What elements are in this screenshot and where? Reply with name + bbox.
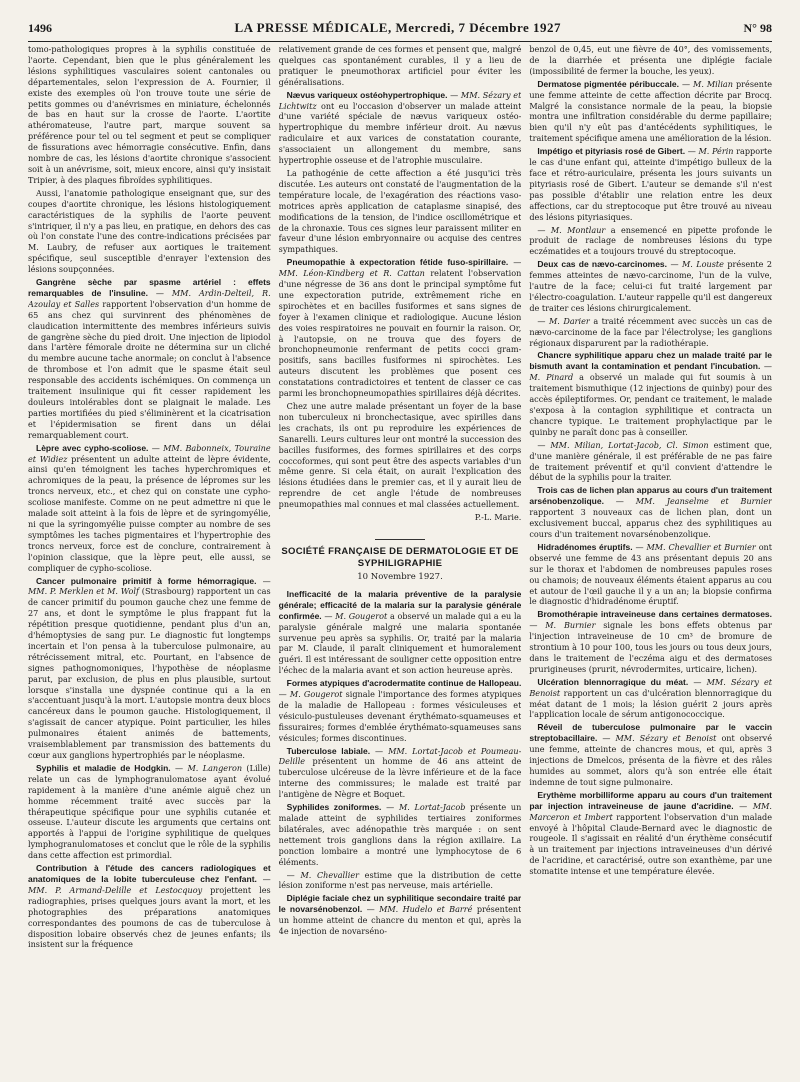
paragraph: Chez une autre malade présentant un foyer de la base non tuberculeux ni bronchectasique, avec spirilles dans les crachats, ils ont pu reproduire les expériences de Sanarelli. Leurs cultures leur ont montré la succession des bacilles fusiformes, des formes spirillaires et des corps coccoformes, qui sont peut être des aspects variables d'un même genre. Si cela était, on aurait l'explication des lésions étudiées dans le premier cas, et il y aurait lieu de reprendre de cet angle l'étude de nombreuses pneumopathies mal connues et mal classées actuellement.	[278, 401, 522, 510]
article-authors: MM. Chevallier et Burnier	[646, 541, 756, 552]
article: Impétigo et pityriasis rosé de Gibert. — M. Périn rapporte le cas d'une enfant qui, atteinte d'impétigo bulleux de la face et rétro-auriculaire, présenta les jours suivants un pityriasis rosé de Gibert. L'auteur se demande s'il n'est pas possible d'établir une relation entre les deux affections, car du streptocoque put être trouvé au niveau des lésions pityriasiques.	[529, 146, 773, 222]
page-number: 1496	[28, 21, 52, 35]
article-authors: MM. Milian, Lortat-Jacob, Cl. Simon	[550, 439, 709, 450]
article-heading: Chancre syphilitique apparu chez un malade traité par le bismuth avant la contamination et pendant l'incubation.	[529, 350, 773, 372]
article-body: a observé un malade qui fut soumis à un traitement bismuthique (12 injections de quinby) pour des accès épileptiformes. Or, pendant ce traitement, le malade s'exposa à la contagion syphilitique et contracta un chancre typique. Le traitement prophylactique par le quinby ne paraît donc pas à conseiller.	[529, 372, 773, 437]
paragraph: Aussi, l'anatomie pathologique enseignant que, sur des coupes d'aortite chronique, les lésions histologiquement caractéristiques de la syphilis de l'aorte peuvent s'intriquer, il n'y a pas lieu, en pratique, en dehors des cas où l'on constate l'une des contre-indications précisées par M. Laubry, de refuser aux aortiques le traitement spécifique, seul susceptible d'enrayer l'extension des lésions soupçonnées.	[28, 187, 271, 275]
article-heading: Réveil de tuberculose pulmonaire par le vaccin streptobacillaire.	[529, 722, 773, 744]
article-heading: Nævus variqueux ostéohypertrophique.	[286, 89, 448, 100]
article-heading: Hidradénomes éruptifs.	[537, 541, 633, 552]
article: Pneumopathie à expectoration fétide fuso-spirillaire. — MM. Léon-Kindberg et R. Cattan relatent l'observation d'une négresse de 36 ans dont le principal symptôme fut une expectoration putride, extrêmement riche en spirochètes et en bacilles fusiformes et sans signes de foyer à l'examen clinique et radiologique. Aucune lésion des voies respiratoires ne pouvait en fournir la raison. Or, à l'autopsie, on ne trouva que des foyers de bronchopneumonie renfermant de petits cocci gram-positifs, sans bacilles fusiformes ni spirochètes. Les auteurs discutent les problèmes que posent ces constatations contradictoires et tentent de classer ce cas parmi les bronchopneumopathies spirillaires déjà décrites.	[278, 257, 522, 399]
article-heading: Dermatose pigmentée péribuccale.	[537, 78, 679, 89]
article-authors: M. Louste	[681, 259, 724, 270]
article-body: (Lille) relate un cas de lymphogranulomatose ayant évolué rapidement à la manière d'une anémie aiguë chez un homme récemment traité avec succès par la thérapeutique spécifique pour une syphilis cutanée et osseuse. L'auteur discute les arguments que certains ont apportés à l'appui de l'origine syphilitique de quelques lymphogranulomatoses et conclut que le rôle de la syphilis dans cette affection est primordial.	[28, 762, 271, 861]
article-body: présentent un adulte atteint de lèpre évidente, ainsi qu'en témoignent les taches hyperchromiques et achromiques de la peau, la présence de lépromes sur les troncs nerveux, etc., et chez qui on constate une cypho-scoliose manifeste. Comme on ne peut admettre ni que le malade soit atteint à la fois de lèpre et de syringomyélie, ni que la syringomyélie puisse compter au nombre de ses symptômes les taches pigmentaires et l'hypertrophie des troncs nerveux, force est de conclure, contrairement à l'opinion classique, que la lèpre peut, elle aussi, se compliquer de cypho-scoliose.	[28, 453, 271, 573]
article-authors: MM. P. Merklen et M. Wolf	[28, 586, 140, 597]
column-3	[529, 44, 772, 1074]
article-authors: MM. Léon-Kindberg et R. Cattan	[278, 268, 425, 279]
article-heading: Diplégie faciale chez un syphilitique secondaire traité par le novarsénobenzol.	[278, 893, 522, 915]
article-authors: M. Pinard	[529, 372, 574, 383]
article: Nævus variqueux ostéohypertrophique. — MM. Sézary et Lichtwitz ont eu l'occasion d'observer un malade atteint d'une variété spéciale de nævus variqueux ostéo-hypertrophique du membre inférieur droit. Au nævus radiculaire et aux varices de constatation courante, s'associaient un allongement du membre, sans hypertrophie osseuse et de l'atrophie musculaire.	[278, 89, 522, 166]
article-authors: MM. Sézary et Lichtwitz	[278, 89, 522, 111]
article: Gangrène sèche par spasme artériel : effets remarquables de l'insuline. — MM. Ardin-Delteil, R. Azoulay et Salles rapportent l'observation d'un homme de 65 ans chez qui survinrent des phénomènes de claudication intermittente des membres inférieurs suivis de gangrène sèche du pied droit. Une injection de lipiodol dans l'artère fémorale droite ne détermina sur un cliché du membre aucune tache anormale; on conclut à l'absence de thrombose et l'on admit que le spasme était seul responsable des accidents ischémiques. On commença un traitement insulinique qui fit cesser rapidement les douleurs intolérables dont se plaignait le malade. Les parties mortifiées du pied s'éliminèrent et la cicatrisation et l'épidermisation se firent dans un délai remarquablement court.	[28, 277, 271, 440]
paragraph: benzol de 0,45, eut une fièvre de 40°, des vomissements, de la diarrhée et présenta une diplégie faciale (impossibilité de fermer la bouche, les yeux).	[529, 44, 773, 76]
comment: — M. Darier a traité récemment avec succès un cas de nævo-carcinome de la face par l'électrolyse; les ganglions régionaux disparurent par la radiothérapie.	[529, 315, 773, 348]
article: Tuberculose labiale. — MM. Lortat-Jacob et Poumeau-Delille présentent un homme de 46 ans atteint de tuberculose ulcéreuse de la lèvre inférieure et de la face interne des commissures; le malade est traité par l'antigène de Nègre et Boquet.	[278, 745, 522, 800]
article: Syphilides zoniformes. — M. Lortat-Jacob présente un malade atteint de syphilides tertiaires zoniformes bilatérales, avec adénopathie très marquée : on sent nettement trois ganglions dans la région axillaire. La ponction lombaire a montré une lymphocytose de 6 éléments.	[278, 802, 522, 867]
article-authors: MM. Marceron et Imbert	[529, 800, 773, 822]
article: Hidradénomes éruptifs. — MM. Chevallier et Burnier ont observé une femme de 43 ans présentant depuis 20 ans sur le thorax et l'abdomen de nombreuses papules roses ou chamois; de nouveaux éléments étaient apparus au cou et autour de l'œil gauche il y a un an; la biopsie confirma le diagnostic d'hidradénome éruptif.	[529, 541, 773, 607]
issue-number: N° 98	[743, 21, 772, 35]
article-authors: M. Gougerot	[289, 689, 343, 700]
article-heading: Impétigo et pityriasis rosé de Gibert.	[537, 146, 686, 157]
article: Dermatose pigmentée péribuccale. — M. Milian présente une femme atteinte de cette affection décrite par Brocq. Malgré la consistance normale de la peau, la biopsie montra une infiltration considérable du derme papillaire; bien qu'il n'y eût pas d'antécédents syphilitiques, le traitement spécifique amena une amélioration de la lésion.	[529, 78, 773, 144]
page-header	[28, 20, 772, 42]
article-body: a traité récemment avec succès un cas de nævo-carcinome de la face par l'électrolyse; les ganglions régionaux disparurent par la radiothérapie.	[529, 315, 773, 348]
article-body: présente un malade atteint de syphilides tertiaires zoniformes bilatérales, avec adénopathie très marquée : on sent nettement trois ganglions dans la région axillaire. La ponction lombaire a montré une lymphocytose de 6 éléments.	[278, 802, 522, 867]
paragraph: La pathogénie de cette affection a été jusqu'ici très discutée. Les auteurs ont constaté de l'augmentation de la température locale, de l'exagération des réactions vaso-motrices après application de cataplasme sinapisé, des modifications de la tension, de l'indice oscillométrique et de la chronaxie. Tous ces signes leur paraissent militer en faveur d'une lésion embryonnaire ou acquise des centres sympathiques.	[278, 167, 522, 255]
article-body: a observé un malade qui a eu la paralysie générale malgré une malaria spontanée survenue peu après sa syphilis. Or, traité par la malaria par M. Claude, il paraît cliniquement et humoralement guéri. Il est intéressant de souligner cette opposition entre l'échec de la malaria avant et son action heureuse après.	[278, 610, 522, 676]
paragraph: tomo-pathologiques propres à la syphilis constituée de l'aorte. Cependant, bien que le plus généralement les lésions syphilitiques vasculaires soient cantonales ou départementales, selon l'expression de A. Fournier, il existe des exemples où l'on trouve toute une série de petits gommes ou d'anévrismes en miniature, échelonnés de bas en haut sur la crosse de l'aorte. L'aortite athéromateuse, l'autre part, marque souvent sa préférence pour tel ou tel segment et peut se compliquer de fissurations avec hémorragie consécutive. Enfin, dans nombre de cas, les lésions d'aortite chronique s'associent soit à un anévrisme, soit, mieux encore, ainsi qu'y insistait Tripier, à des plaques fibroïdes syphilitiques.	[28, 44, 271, 185]
article-heading: Ulcération blennorragique du méat.	[537, 676, 689, 687]
article-authors: MM. Ardin-Delteil, R. Azoulay et Salles	[28, 287, 271, 309]
comment: — MM. Milian, Lortat-Jacob, Cl. Simon estiment que, d'une manière générale, il est préférable de ne pas faire de traitement préventif et qu'il convient d'attendre le début de la syphilis pour la traiter.	[529, 439, 773, 483]
article: Formes atypiques d'acrodermatite continue de Hallopeau. — M. Gougerot signale l'importance des formes atypiques de la maladie de Hallopeau : formes vésiculeuses et vésiculo-pustuleuses devenant érythémato-squameuses et fissuraires; formes d'emblée érythémato-squameuses sans vésicules; formes discontinues.	[278, 678, 522, 743]
article-heading: Syphilides zoniformes.	[286, 802, 382, 813]
article: Ulcération blennorragique du méat. — MM. Sézary et Benoist rapportent un cas d'ulcération blennorragique du méat datant de 1 mois; la lésion guérit 2 jours après l'application locale de sérum antigonococcique.	[529, 676, 773, 720]
journal-title: LA PRESSE MÉDICALE, Mercredi, 7 Décembre 1927	[234, 20, 562, 35]
article-heading: Deux cas de nævo-carcinomes.	[537, 259, 668, 270]
comment: — M. Montlaur a ensemencé en pipette profonde le produit de raclage de nombreuses lésions du type eczématides et a toujours trouvé du streptocoque.	[529, 224, 773, 257]
article-body: rapportent un cas d'ulcération blennorragique du méat datant de 1 mois; la lésion guérit 2 jours après l'application locale de sérum antigonococcique.	[529, 687, 773, 720]
article: Réveil de tuberculose pulmonaire par le vaccin streptobacillaire. — MM. Sézary et Benoist ont observé une femme, atteinte de chancres mous, et qui, après 3 injections de Dmelcos, présenta de la fièvre et des râles humides au sommet, alors qu'à son entrée elle était indemne de tout signe pulmonaire.	[529, 722, 773, 787]
article-body: projettent les radiographies, prises quelques jours avant la mort, et les photographies des préparations anatomiques correspondantes des poumons de cas de tuberculose à disposition lobaire observés chez de jeunes enfants; ils insistent sur la fréquence	[28, 884, 271, 950]
article-body: relatent l'observation d'une négresse de 36 ans dont le principal symptôme fut une expectoration putride, extrêmement riche en spirochètes et en bacilles fusiformes et sans signes de foyer à l'examen clinique et radiologique. Aucune lésion des voies respiratoires ne pouvait en fournir la raison. Or, à l'autopsie, on ne trouva que des foyers de bronchopneumonie renfermant de petits cocci gram-positifs, sans bacilles fusiformes ni spirochètes. Les auteurs discutent les problèmes que posent ces constatations contradictoires et tentent de classer ce cas parmi les bronchopneumopathies spirillaires déjà décrites.	[278, 268, 522, 399]
article-authors: M. Montlaur	[550, 224, 606, 235]
signature: P.-L. Marie.	[474, 512, 522, 523]
article-heading: Cancer pulmonaire primitif à forme hémorragique.	[36, 575, 257, 586]
article-heading: Lèpre avec cypho-scoliose.	[36, 442, 149, 453]
article-body: signale les bons effets obtenus par l'injection intraveineuse de 10 cm³ de bromure de strontium à 10 pour 100, tous les jours ou tous deux jours, dans le traitement de l'eczéma aigu et des dermatoses prurigineuses (prurit, névrodermites, urticaire, lichen).	[529, 620, 773, 674]
article: Erythème morbilliforme apparu au cours d'un traitement par injection intraveineuse de jaune d'acridine. — MM. Marceron et Imbert rapportent l'observation d'un malade envoyé à l'hôpital Claude-Bernard avec le diagnostic de rougeole. Il s'agissait en réalité d'un érythème consécutif à un traitement par injections intraveineuses d'un dérivé de l'acridine, et caractérisé, outre son exanthème, par une stomatite intense et une température élevée.	[529, 789, 773, 877]
article: Deux cas de nævo-carcinomes. — M. Louste présente 2 femmes atteintes de nævo-carcinome, l'un de la vulve, l'autre de la face; celui-ci fut traité largement par l'électro-coagulation. L'auteur rappelle qu'il est dangereux de traiter ces lésions chirurgicalement.	[529, 259, 773, 313]
article-authors: MM. Jeanselme et Burnier	[635, 496, 773, 507]
article-authors: M. Gougerot	[335, 610, 388, 621]
article-heading: Contribution à l'étude des cancers radiologiques et anatomiques de la lobite tuberculeuse chez l'enfant.	[28, 863, 271, 884]
article-body: présentent un homme de 46 ans atteint de tuberculose ulcéreuse de la lèvre inférieure et de la face interne des commissures; le malade est traité par l'antigène de Nègre et Boquet.	[278, 756, 522, 800]
paragraph: relativement grande de ces formes et pensent que, malgré quelques cas spontanément curables, il y a lieu de pratiquer le pneumothorax artificiel pour éviter les généralisations.	[278, 44, 522, 87]
article: Diplégie faciale chez un syphilitique secondaire traité par le novarsénobenzol. — MM. Hudelo et Barré présentent un homme atteint de chancre du menton et qui, après la 4e injection de novarséno-	[278, 893, 522, 937]
article-heading: Formes atypiques d'acrodermatite continue de Hallopeau.	[286, 678, 522, 689]
article-authors: MM. Sézary et Benoist	[529, 676, 773, 698]
article-authors: MM. Lortat-Jacob et Poumeau-Delille	[278, 745, 522, 767]
column-2	[279, 44, 522, 1074]
article: Chancre syphilitique apparu chez un malade traité par le bismuth avant la contamination et pendant l'incubation. — M. Pinard a observé un malade qui fut soumis à un traitement bismuthique (12 injections de quinby) pour des accès épileptiformes. Or, pendant ce traitement, le malade s'exposa à la contagion syphilitique et contracta un chancre typique. Le traitement prophylactique par le quinby ne paraît donc pas à conseiller.	[529, 350, 773, 437]
article-heading: Tuberculose labiale.	[286, 745, 371, 756]
article-body: ont eu l'occasion d'observer un malade atteint d'une variété spéciale de nævus variqueux ostéo-hypertrophique du membre inférieur droit. Au nævus radiculaire et aux varices de constatation courante, s'associaient un allongement du membre, sans hypertrophie osseuse et de l'atrophie musculaire.	[278, 100, 522, 166]
article-body: présente 2 femmes atteintes de nævo-carcinome, l'un de la vulve, l'autre de la face; celui-ci fut traité largement par l'électro-coagulation. L'auteur rappelle qu'il est dangereux de traiter ces lésions chirurgicalement.	[529, 259, 773, 313]
article-heading: Bromothérapie intraveineuse dans certaines dermatoses.	[537, 609, 773, 620]
article-authors: M. Chevallier	[300, 869, 359, 880]
article-body: présentent un homme atteint de chancre du menton et qui, après la 4e injection de novarséno-	[278, 904, 522, 937]
article-authors: MM. Sézary et Benoist	[615, 733, 717, 744]
article-authors: M. Darier	[548, 315, 590, 326]
article-body: rapportent l'observation d'un malade envoyé à l'hôpital Claude-Bernard avec le diagnostic de rougeole. Il s'agissait en réalité d'un érythème consécutif à un traitement par injections intraveineuses d'un dérivé de l'acridine, et caractérisé, outre son exanthème, par une stomatite intense et une température élevée.	[529, 811, 773, 877]
article-heading: Syphilis et maladie de Hodgkin.	[36, 762, 171, 773]
article: Inefficacité de la malaria préventive de la paralysie générale; efficacité de la malaria sur la paralysie générale confirmée. — M. Gougerot a observé un malade qui a eu la paralysie générale malgré une malaria spontanée survenue peu après sa syphilis. Or, traité par la malaria par M. Claude, il paraît cliniquement et humoralement guéri. Il est intéressant de souligner cette opposition entre l'échec de la malaria avant et son action heureuse après.	[278, 588, 522, 676]
article-body: rapportent 3 nouveaux cas de lichen plan, dont un exclusivement buccal, apparus chez des syphilitiques au cours d'un traitement novarsénobenzolique.	[529, 507, 773, 539]
comment: — M. Chevallier estime que la distribution de cette lésion zoniforme n'est pas nerveuse, mais artérielle.	[278, 869, 522, 891]
article-body: a ensemencé en pipette profonde le produit de raclage de nombreuses lésions du type eczématides et a toujours trouvé du streptocoque.	[529, 224, 773, 257]
article-heading: Pneumopathie à expectoration fétide fuso-spirillaire.	[286, 257, 509, 268]
article-heading: Erythème morbilliforme apparu au cours d'un traitement par injection intraveineuse de jaune d'acridine.	[529, 789, 773, 811]
article-heading: Gangrène sèche par spasme artériel : effets remarquables de l'insuline.	[28, 277, 271, 298]
article: Contribution à l'étude des cancers radiologiques et anatomiques de la lobite tuberculeuse chez l'enfant. — MM. P. Armand-Delille et Lestocquoy projettent les radiographies, prises quelques jours avant la mort, et les photographies des préparations anatomiques correspondantes des poumons de cas de tuberculose à disposition lobaire observés chez de jeunes enfants; ils insistent sur la fréquence	[28, 863, 271, 950]
article-body: ont observé une femme, atteinte de chancres mous, et qui, après 3 injections de Dmelcos, présenta de la fièvre et des râles humides au sommet, alors qu'à son entrée elle était indemne de tout signe pulmonaire.	[529, 733, 773, 787]
article-body: (Strasbourg) rapportent un cas de cancer primitif du poumon gauche chez une femme de 27 ans, et dont le symptôme le plus frappant fut la répétition presque quotidienne, pendant plus d'un an, d'hémoptysies de sang pur. Le diagnostic fut longtemps incertain et l'on pensa à la tuberculose pulmonaire, au rétrécissement mitral, etc. Pourtant, en l'absence de signes pathognomoniques, l'hypothèse de néoplasme parut, par exclusion, de plus en plus plausible, surtout lorsque s'installa une dyspnée continue qui a la en s'accentuant jusqu'à la mort. L'autopsie montra deux blocs cancéreux dans le poumon gauche. Histologiquement, il s'agissait de cancer atypique. Point particulier, les hiles pulmonaires étaient animés de battements, vraisemblablement par transmission des battements du cœur aux ganglions hypertrophiés par le néoplasme.	[28, 586, 271, 760]
section-title: SOCIÉTÉ FRANÇAISE DE DERMATOLOGIE ET DE SYPHILIGRAPHIE	[279, 539, 522, 570]
article-body: présente une femme atteinte de cette affection décrite par Brocq. Malgré la consistance normale de la peau, la biopsie montra une infiltration considérable du derme papillaire; bien qu'il n'y eût pas d'antécédents syphilitiques, le traitement spécifique amena une amélioration de la lésion.	[529, 78, 773, 144]
article: Syphilis et maladie de Hodgkin. — M. Langeron (Lille) relate un cas de lymphogranulomatose ayant évolué rapidement à la manière d'une anémie aiguë chez un homme récemment traité avec succès par la thérapeutique spécifique pour une syphilis cutanée et osseuse. L'auteur discute les arguments que certains ont apportés à l'appui de l'origine syphilitique de quelques lymphogranulomatoses et conclut que le rôle de la syphilis dans cette affection est primordial.	[28, 762, 271, 861]
article-heading: Trois cas de lichen plan apparus au cours d'un traitement arsénobenzolique.	[529, 485, 773, 507]
article: Lèpre avec cypho-scoliose. — MM. Babonneix, Touraine et Widiez présentent un adulte atteint de lèpre évidente, ainsi qu'en témoignent les taches hyperchromiques et achromiques de la peau, la présence de lépromes sur les troncs nerveux, etc., et chez qui on constate une cypho-scoliose manifeste. Comme on ne peut admettre ni que le malade soit atteint à la fois de lèpre et de syringomyélie, ni que la syringomyélie puisse compter au nombre de ses symptômes les taches pigmentaires et l'hypertrophie des troncs nerveux, force est de conclure, contrairement à l'opinion classique, que la lèpre peut, elle aussi, se compliquer de cypho-scoliose.	[28, 442, 271, 573]
article-heading: Inefficacité de la malaria préventive de la paralysie générale; efficacité de la malaria sur la paralysie générale confirmée.	[278, 588, 522, 621]
article: Trois cas de lichen plan apparus au cours d'un traitement arsénobenzolique. — MM. Jeanselme et Burnier rapportent 3 nouveaux cas de lichen plan, dont un exclusivement buccal, apparus chez des syphilitiques au cours d'un traitement novarsénobenzolique.	[529, 485, 773, 539]
article-authors: M. Langeron	[187, 762, 243, 773]
column-1	[28, 44, 271, 1074]
article: Bromothérapie intraveineuse dans certaines dermatoses. — M. Burnier signale les bons effets obtenus par l'injection intraveineuse de 10 cm³ de bromure de strontium à 10 pour 100, tous les jours ou tous deux jours, dans le traitement de l'eczéma aigu et des dermatoses prurigineuses (prurit, névrodermites, urticaire, lichen).	[529, 609, 773, 674]
article-body: ont observé une femme de 43 ans présentant depuis 20 ans sur le thorax et l'abdomen de nombreuses papules roses ou chamois; de nouveaux éléments étaient apparus au cou et autour de l'œil gauche il y a un an; la biopsie confirma le diagnostic d'hidradénome éruptif.	[529, 541, 773, 607]
article-authors: MM. Hudelo et Barré	[379, 904, 473, 915]
article-body: estime que la distribution de cette lésion zoniforme n'est pas nerveuse, mais artérielle.	[278, 869, 522, 891]
article-authors: M. Burnier	[545, 620, 596, 631]
article-body: rapportent l'observation d'un homme de 65 ans chez qui survinrent des phénomènes de claudication intermittente des membres inférieurs suivis de gangrène sèche du pied droit. Une injection de lipiodol dans l'artère fémorale droite ne détermina sur un cliché du membre aucune tache anormale; on conclut à l'absence de thrombose et l'on admit que le spasme était seul responsable des accidents ischémiques. On commença un traitement insulinique qui fit cesser rapidement les douleurs intolérables dont se plaignait le malade. Les parties mortifiées du pied s'éliminèrent et la cicatrisation et l'épidermisation se firent dans un délai remarquablement court.	[28, 298, 271, 440]
article-authors: M. Lortat-Jacob	[398, 802, 466, 813]
article: Cancer pulmonaire primitif à forme hémorragique. — MM. P. Merklen et M. Wolf (Strasbourg) rapportent un cas de cancer primitif du poumon gauche chez une femme de 27 ans, et dont le symptôme le plus frappant fut la répétition presque quotidienne, pendant plus d'un an, d'hémoptysies de sang pur. Le diagnostic fut longtemps incertain et l'on pensa à la tuberculose pulmonaire, au rétrécissement mitral, etc. Pourtant, en l'absence de signes pathognomoniques, l'hypothèse de néoplasme parut, par exclusion, de plus en plus plausible, surtout lorsque s'installa une dyspnée continue qui a la en s'accentuant jusqu'à la mort. L'autopsie montra deux blocs cancéreux dans le poumon gauche. Histologiquement, il s'agissait de cancer atypique. Point particulier, les hiles pulmonaires étaient animés de battements, vraisemblablement par transmission des battements du cœur aux ganglions hypertrophiés par le néoplasme.	[28, 575, 271, 760]
article-authors: M. Périn	[698, 146, 734, 157]
article-body: signale l'importance des formes atypiques de la maladie de Hallopeau : formes vésiculeuses et vésiculo-pustuleuses devenant érythémato-squameuses et fissuraires; formes d'emblée érythémato-squameuses sans vésicules; formes discontinues.	[278, 689, 522, 743]
article-authors: M. Milian	[693, 78, 733, 89]
article-authors: MM. P. Armand-Delille et Lestocquoy	[28, 884, 203, 895]
section-date: 10 Novembre 1927.	[357, 571, 443, 582]
article-body: estiment que, d'une manière générale, il est préférable de ne pas faire de traitement préventif et qu'il convient d'attendre le début de la syphilis pour la traiter.	[529, 439, 773, 483]
article-authors: MM. Babonneix, Touraine et Widiez	[28, 442, 271, 464]
article-body: rapporte le cas d'une enfant qui, atteinte d'impétigo bulleux de la face et rétro-auriculaire, présenta les jours suivants un pityriasis rosé de Gibert. L'auteur se demande s'il n'est pas possible d'établir une relation entre les deux affections, car du streptocoque put être trouvé au niveau des lésions pityriasiques.	[529, 146, 773, 222]
columns	[28, 44, 772, 1074]
